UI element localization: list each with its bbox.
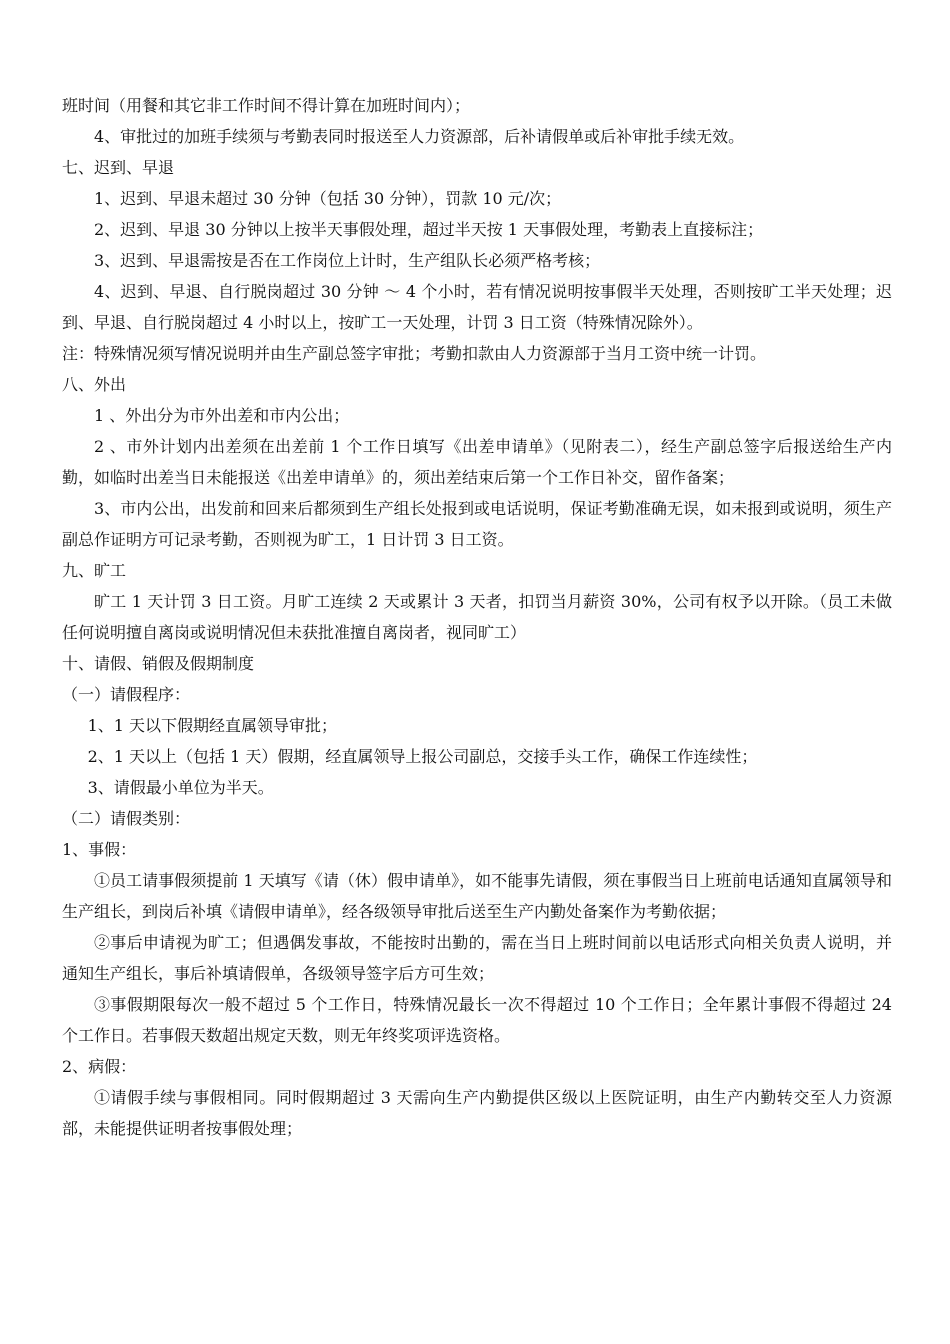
paragraph: 2 、市外计划内出差须在出差前 1 个工作日填写《出差申请单》（见附表二），经生产副总签字后报送给生产内勤，如临时出差当日未能报送《出差申请单》的，须出差结束后第一个工作日补交，留作备案； [62,437,892,487]
document-page [62,90,892,1144]
paragraph: 3、请假最小单位为半天。 [87,778,274,797]
paragraph: 班时间（用餐和其它非工作时间不得计算在加班时间内）； [62,96,471,115]
paragraph: 2、1 天以上（包括 1 天）假期，经直属领导上报公司副总，交接手头工作，确保工作连续性； [87,747,758,766]
paragraph: ①员工请事假须提前 1 天填写《请（休）假申请单》，如不能事先请假，须在事假当日上班前电话通知直属领导和生产组长，到岗后补填《请假申请单》，经各级领导审批后送至生产内勤处备案作为考勤依据； [62,871,892,921]
paragraph: 2、病假： [62,1057,137,1076]
paragraph: 1、事假： [62,840,137,859]
paragraph: 1 、外出分为市外出差和市内公出； [94,406,350,425]
paragraph: ③事假期限每次一般不超过 5 个工作日，特殊情况最长一次不得超过 10 个工作日；全年累计事假不得超过 24 个工作日。若事假天数超出规定天数，则无年终奖项评选资格。 [62,995,892,1045]
paragraph: （一）请假程序： [62,685,191,704]
paragraph: 3、市内公出，出发前和回来后都须到生产组长处报到或电话说明，保证考勤准确无误，如未报到或说明，须生产副总作证明方可记录考勤，否则视为旷工，1 日计罚 3 日工资。 [62,499,892,549]
paragraph: 3、迟到、早退需按是否在工作岗位上计时，生产组队长必须严格考核； [94,251,601,270]
paragraph: ②事后申请视为旷工；但遇偶发事故，不能按时出勤的，需在当日上班时间前以电话形式向相关负责人说明，并通知生产组长，事后补填请假单，各级领导签字后方可生效； [62,933,892,983]
paragraph: 九、旷工 [62,561,127,580]
paragraph: 1、迟到、早退未超过 30 分钟（包括 30 分钟），罚款 10 元/次； [94,189,562,208]
paragraph: 4、迟到、早退、自行脱岗超过 30 分钟 ～ 4 个小时，若有情况说明按事假半天处理，否则按旷工半天处理；迟到、早退、自行脱岗超过 4 小时以上，按旷工一天处理，计罚 3 日工资（特殊情况除外）。 [62,282,892,332]
paragraph: （二）请假类别： [62,809,191,828]
paragraph: 八、外出 [62,375,127,394]
paragraph: 七、迟到、早退 [62,158,175,177]
paragraph: 注：特殊情况须写情况说明并由生产副总签字审批；考勤扣款由人力资源部于当月工资中统一计罚。 [62,344,767,363]
paragraph: 旷工 1 天计罚 3 日工资。月旷工连续 2 天或累计 3 天者，扣罚当月薪资 30%，公司有权予以开除。（员工未做任何说明擅自离岗或说明情况但未获批准擅自离岗者，视同旷工） [62,592,892,642]
paragraph: 1、1 天以下假期经直属领导审批； [87,716,338,735]
paragraph: 十、请假、销假及假期制度 [62,654,255,673]
paragraph: 4、审批过的加班手续须与考勤表同时报送至人力资源部，后补请假单或后补审批手续无效。 [94,127,745,146]
paragraph: ①请假手续与事假相同。同时假期超过 3 天需向生产内勤提供区级以上医院证明，由生产内勤转交至人力资源部，未能提供证明者按事假处理； [62,1088,892,1138]
paragraph: 2、迟到、早退 30 分钟以上按半天事假处理，超过半天按 1 天事假处理，考勤表上直接标注； [94,220,764,239]
